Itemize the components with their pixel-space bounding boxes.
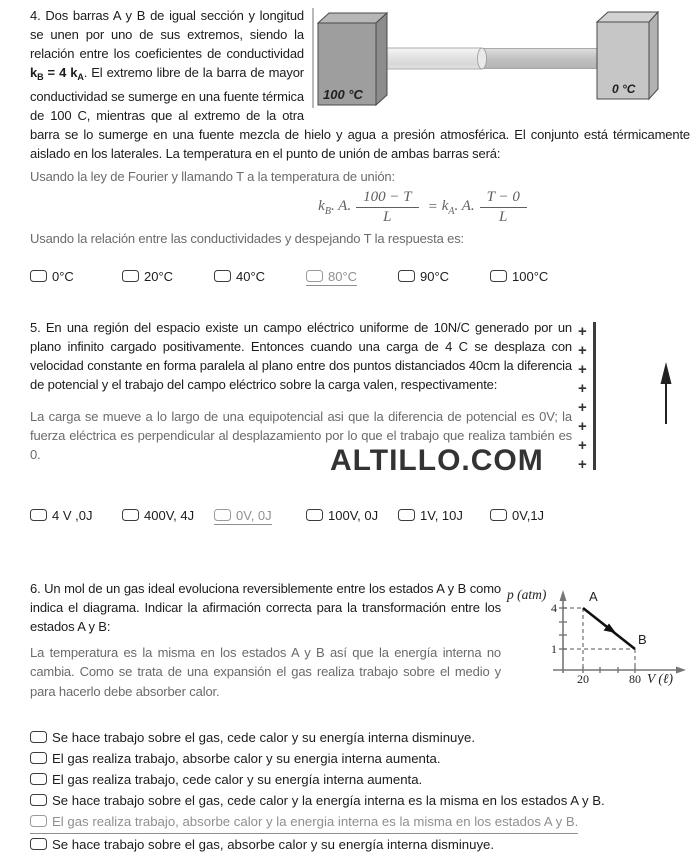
q6-option-label: Se hace trabajo sobre el gas, absorbe calor y su energía interna disminuye. (52, 837, 494, 852)
checkbox-icon[interactable] (306, 270, 323, 282)
checkbox-icon[interactable] (490, 270, 507, 282)
q6-option-label: El gas realiza trabajo, absorbe calor y la energia interna es la misma en los estados A y B. (52, 814, 578, 829)
checkbox-icon[interactable] (30, 794, 47, 806)
checkbox-icon[interactable] (398, 270, 415, 282)
x-axis-label: V (ℓ) (647, 671, 673, 686)
plus-charge-icon: + (578, 399, 587, 416)
point-a-label: A (589, 589, 598, 604)
question-4 (30, 6, 690, 286)
q5-explanation: La carga se mueve a lo largo de una equipotencial asi que la diferencia de potencial es 0V; la fuerza eléctrica es perpendicular al desplazamiento por lo que el trabajo que realiza también es 0. (30, 407, 690, 464)
q4-option-label: 100°C (512, 269, 548, 284)
checkbox-icon[interactable] (30, 270, 47, 282)
plus-charge-icon: + (578, 437, 587, 454)
q6-option-4[interactable] (30, 790, 690, 811)
q6-option-1[interactable] (30, 727, 690, 748)
plus-charge-icon: + (578, 380, 587, 397)
q4-option-80c[interactable] (306, 269, 398, 286)
plus-charge-icon: + (578, 361, 587, 378)
q4-despeje-line: Usando la relación entre las conductividades y despejando T la respuesta es: (30, 229, 690, 248)
charged-plane-figure (578, 320, 690, 472)
hot-block-side-face (376, 13, 387, 105)
x-tick-label-80: 80 (629, 672, 641, 686)
hot-block-top-face (318, 13, 387, 23)
q4-conductivity-relation: $k_B = 4$ $k_A$ (30, 65, 84, 80)
q5-option-label: 0V, 0J (236, 508, 272, 523)
pv-diagram-figure (505, 581, 690, 703)
charged-plane-diagram (578, 320, 690, 472)
q6-option-5[interactable] (30, 811, 690, 834)
up-arrow-icon (661, 362, 672, 384)
checkbox-icon[interactable] (30, 773, 47, 785)
cold-block-top-face (597, 12, 658, 22)
q6-option-label: Se hace trabajo sobre el gas, cede calor y su energía interna disminuye. (52, 730, 475, 745)
checkbox-icon[interactable] (398, 509, 415, 521)
checkbox-icon[interactable] (214, 509, 231, 521)
cold-block-side-face (649, 12, 658, 99)
q5-option-label: 4 V ,0J (52, 508, 92, 523)
x-tick-label-20: 20 (577, 672, 589, 686)
q4-option-20c[interactable] (122, 269, 214, 286)
q6-option-label: Se hace trabajo sobre el gas, cede calor y la energía interna es la misma en los estados A y B. (52, 793, 605, 808)
q5-option-label: 0V,1J (512, 508, 544, 523)
plus-charge-icon: + (578, 418, 587, 435)
equation-lhs-coefficient: $k_B$. A. (318, 198, 351, 217)
checkbox-icon[interactable] (30, 731, 47, 743)
y-tick-label-1: 1 (551, 642, 557, 656)
question-6 (30, 579, 690, 855)
fourier-equation (190, 189, 660, 227)
equation-equals: = (428, 199, 438, 216)
q6-option-6[interactable] (30, 834, 690, 855)
q5-option-400v-4j[interactable] (122, 508, 214, 525)
q5-option-label: 1V, 10J (420, 508, 463, 523)
plus-charge-icon: + (578, 456, 587, 473)
q6-option-label: El gas realiza trabajo, cede calor y su energía interna aumenta. (52, 772, 422, 787)
q5-option-label: 400V, 4J (144, 508, 194, 523)
bar-a (376, 48, 482, 69)
q5-option-0v-1j[interactable] (490, 508, 582, 525)
checkbox-icon[interactable] (490, 509, 507, 521)
altillo-watermark: ALTILLO.COM (330, 444, 544, 478)
equation-rhs-coefficient: $k_A$. A. (442, 198, 475, 217)
charged-plane-line (593, 322, 596, 470)
q6-explanation: La temperatura es la misma en los estados A y B así que la energía interna no cambia. Como se trata de una expansión el gas realiza trabajo sobre el medio y para hacerlo debe absorber calor. (30, 643, 690, 702)
two-bars-figure (312, 8, 690, 108)
cold-block-label: 0 °C (612, 82, 636, 96)
y-axis-arrow-icon (560, 590, 567, 601)
q4-option-100c[interactable] (490, 269, 582, 286)
checkbox-icon[interactable] (214, 270, 231, 282)
q4-option-0c[interactable] (30, 269, 122, 286)
plus-charge-icon: + (578, 323, 587, 340)
q4-options-row (30, 269, 690, 286)
two-bars-diagram (312, 8, 690, 108)
q4-option-label: 80°C (328, 269, 357, 284)
checkbox-icon[interactable] (30, 509, 47, 521)
checkbox-icon[interactable] (30, 815, 47, 827)
point-b-label: B (638, 632, 647, 647)
bar-b (482, 49, 597, 69)
checkbox-icon[interactable] (30, 838, 47, 850)
y-tick-label-4: 4 (551, 601, 557, 615)
q4-option-label: 90°C (420, 269, 449, 284)
q5-option-100v-0j[interactable] (306, 508, 398, 525)
question-5 (30, 318, 690, 525)
question-6-text: 6. Un mol de un gas ideal evoluciona reversiblemente entre los estados A y B como indica el diagrama. Indicar la afirmación correcta para la transformación entre los estados A y B: (30, 579, 690, 636)
q6-option-2[interactable] (30, 748, 690, 769)
q5-option-4v-0j[interactable] (30, 508, 122, 525)
hot-block-label: 100 °C (323, 87, 364, 102)
x-axis-arrow-icon (676, 666, 686, 673)
q4-fourier-line: Usando la ley de Fourier y llamando T a la temperatura de unión: (30, 167, 690, 186)
q4-option-label: 20°C (144, 269, 173, 284)
question-5-text: 5. En una región del espacio existe un campo eléctrico uniforme de 10N/C generado por un plano infinito cargado positivamente. Entonces cuando una carga de 4 C se desplaza con velocidad constante en forma paralela al plano entre dos puntos distanciados 40cm la diferencia de potencial y el trabajo del campo eléctrico sobre la carga valen, respectivamente: (30, 318, 690, 394)
q4-option-90c[interactable] (398, 269, 490, 286)
q5-options-row (30, 508, 690, 525)
y-axis-label: p (atm) (506, 587, 547, 602)
plus-charge-icon: + (578, 342, 587, 359)
checkbox-icon[interactable] (30, 752, 47, 764)
q5-option-0v-0j[interactable] (214, 508, 306, 525)
q6-option-label: El gas realiza trabajo, absorbe calor y su energia interna aumenta. (52, 751, 441, 766)
q4-text-part2: . El extremo libre de la barra de mayor conductividad se sumerge en una fuente térmica de 100 C, mientras que al extremo de la otra barra se lo sumerge en una fuente mezcla de hielo y agua a presión atmosférica. El conjunto está térmicamente aislado en los laterales. La temperatura en el punto de unión de ambas barras será: (30, 65, 690, 161)
pv-diagram (505, 581, 690, 703)
checkbox-icon[interactable] (122, 270, 139, 282)
q4-option-label: 0°C (52, 269, 74, 284)
equation-lhs-fraction: $\frac{100 - T}{L}$ (356, 189, 418, 227)
q6-option-3[interactable] (30, 769, 690, 790)
q5-option-label: 100V, 0J (328, 508, 378, 523)
equation-rhs-fraction: $\frac{T - 0}{L}$ (480, 189, 527, 227)
bars-junction (478, 48, 487, 69)
q4-option-40c[interactable] (214, 269, 306, 286)
q4-text-part1: 4. Dos barras A y B de igual sección y longitud se unen por uno de sus extremos, siendo la relación entre los coeficientes de conductividad (30, 8, 304, 61)
checkbox-icon[interactable] (306, 509, 323, 521)
checkbox-icon[interactable] (122, 509, 139, 521)
q4-option-label: 40°C (236, 269, 265, 284)
q5-option-1v-10j[interactable] (398, 508, 490, 525)
q6-options-list (30, 727, 690, 855)
